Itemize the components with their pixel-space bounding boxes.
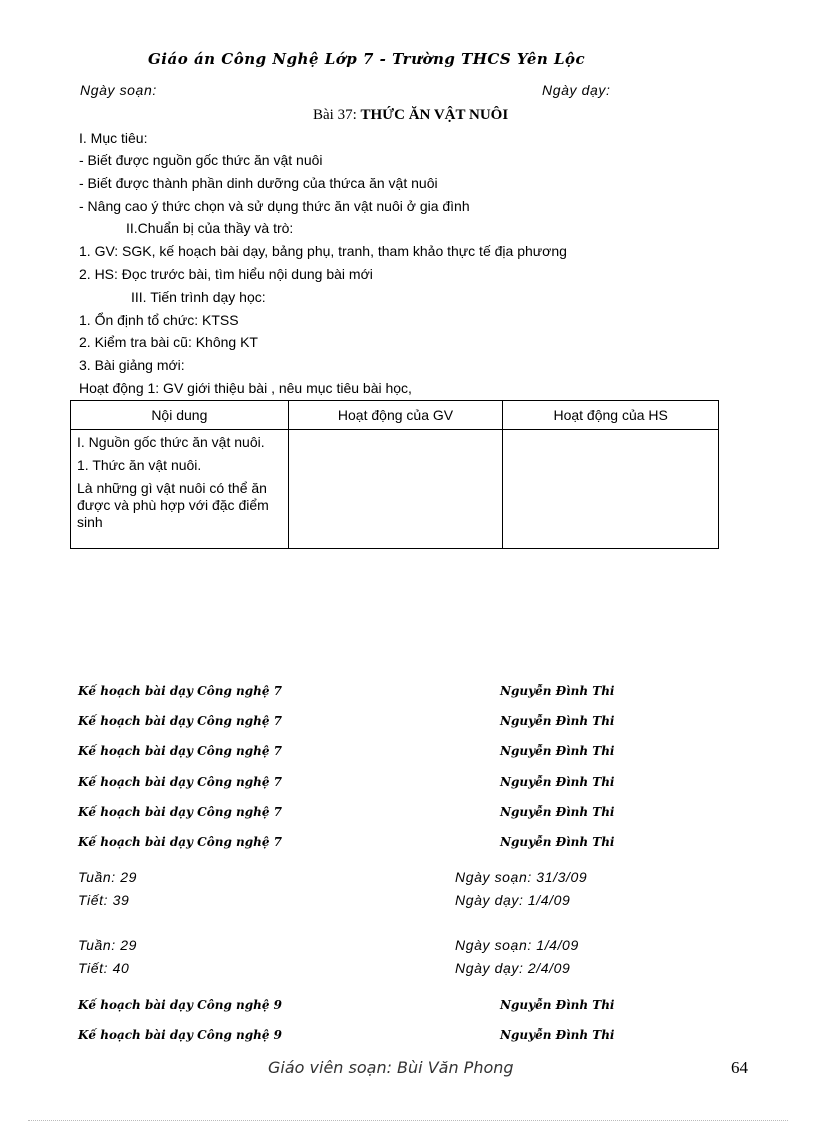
signature-right: Nguyễn Đình Thi xyxy=(500,714,615,728)
signature-left: Kế hoạch bài dạy Công nghệ 7 xyxy=(78,744,283,758)
prep-date: Ngày soạn: 31/3/09 xyxy=(455,869,588,885)
signature-right: Nguyễn Đình Thi xyxy=(500,684,615,698)
ngay-soan-label: Ngày soạn: xyxy=(80,82,157,98)
table-cell-gv xyxy=(288,430,503,549)
week-label: Tuần: 29 xyxy=(78,869,138,885)
objective-item: - Biết được thành phần dinh dưỡng của thứca ăn vật nuôi xyxy=(79,175,438,191)
period-label: Tiết: 40 xyxy=(78,960,130,976)
teach-date: Ngày dạy: 2/4/09 xyxy=(455,960,571,976)
table-header-row xyxy=(71,401,719,430)
page-number: 64 xyxy=(731,1058,748,1077)
footer-teacher: Giáo viên soạn: Bùi Văn Phong xyxy=(268,1058,514,1077)
signature-right: Nguyễn Đình Thi xyxy=(500,805,615,819)
signature-right: Nguyễn Đình Thi xyxy=(500,775,615,789)
process-heading: III. Tiến trình dạy học: xyxy=(131,289,266,305)
table-header-cell: Nội dung xyxy=(71,401,289,430)
signature-left: Kế hoạch bài dạy Công nghệ 9 xyxy=(78,1028,283,1042)
signature-left: Kế hoạch bài dạy Công nghệ 7 xyxy=(78,805,283,819)
objectives-heading: I. Mục tiêu: xyxy=(79,130,148,146)
prep-item: 1. GV: SGK, kế hoạch bài dạy, bảng phụ, tranh, tham khảo thực tế địa phương xyxy=(79,243,567,259)
signature-left: Kế hoạch bài dạy Công nghệ 7 xyxy=(78,835,283,849)
objective-item: - Biết được nguồn gốc thức ăn vật nuôi xyxy=(79,152,323,168)
signature-left: Kế hoạch bài dạy Công nghệ 9 xyxy=(78,998,283,1012)
period-label: Tiết: 39 xyxy=(78,892,130,908)
prep-date: Ngày soạn: 1/4/09 xyxy=(455,937,579,953)
lesson-name: THỨC ĂN VẬT NUÔI xyxy=(360,107,509,123)
process-item: 3. Bài giảng mới: xyxy=(79,357,185,373)
objective-item: - Nâng cao ý thức chọn và sử dụng thức ăn vật nuôi ở gia đình xyxy=(79,198,470,214)
week-label: Tuần: 29 xyxy=(78,937,138,953)
prep-heading: II.Chuẩn bị của thầy và trò: xyxy=(126,220,294,236)
signature-right: Nguyễn Đình Thi xyxy=(500,998,615,1012)
signature-left: Kế hoạch bài dạy Công nghệ 7 xyxy=(78,684,283,698)
process-item: 2. Kiểm tra bài cũ: Không KT xyxy=(79,334,258,350)
lesson-table xyxy=(70,400,719,549)
table-header-cell: Hoạt động của GV xyxy=(288,401,503,430)
signature-left: Kế hoạch bài dạy Công nghệ 7 xyxy=(78,775,283,789)
signature-left: Kế hoạch bài dạy Công nghệ 7 xyxy=(78,714,283,728)
signature-right: Nguyễn Đình Thi xyxy=(500,744,615,758)
ngay-day-label: Ngày dạy: xyxy=(542,82,611,98)
signature-right: Nguyễn Đình Thi xyxy=(500,1028,615,1042)
content-line: Là những gì vật nuôi có thể ăn được và phù hợp với đặc điểm sinh xyxy=(77,480,269,530)
prep-item: 2. HS: Đọc trước bài, tìm hiểu nội dung bài mới xyxy=(79,266,373,282)
process-item: 1. Ổn định tổ chức: KTSS xyxy=(79,312,239,328)
table-cell-hs xyxy=(503,430,719,549)
signature-right: Nguyễn Đình Thi xyxy=(500,835,615,849)
teach-date: Ngày dạy: 1/4/09 xyxy=(455,892,571,908)
table-row xyxy=(71,430,719,549)
school-header: Giáo án Công Nghệ Lớp 7 - Trường THCS Yên Lộc xyxy=(148,50,586,68)
content-line: 1. Thức ăn vật nuôi. xyxy=(77,457,202,473)
process-item: Hoạt động 1: GV giới thiệu bài , nêu mục tiêu bài học, xyxy=(79,380,412,396)
lesson-title xyxy=(313,107,508,124)
table-cell-content xyxy=(71,430,289,549)
table-header-cell: Hoạt động của HS xyxy=(503,401,719,430)
lesson-number: Bài 37: xyxy=(313,107,357,123)
content-line: I. Nguồn gốc thức ăn vật nuôi. xyxy=(77,434,265,450)
footer-divider xyxy=(28,1120,788,1121)
